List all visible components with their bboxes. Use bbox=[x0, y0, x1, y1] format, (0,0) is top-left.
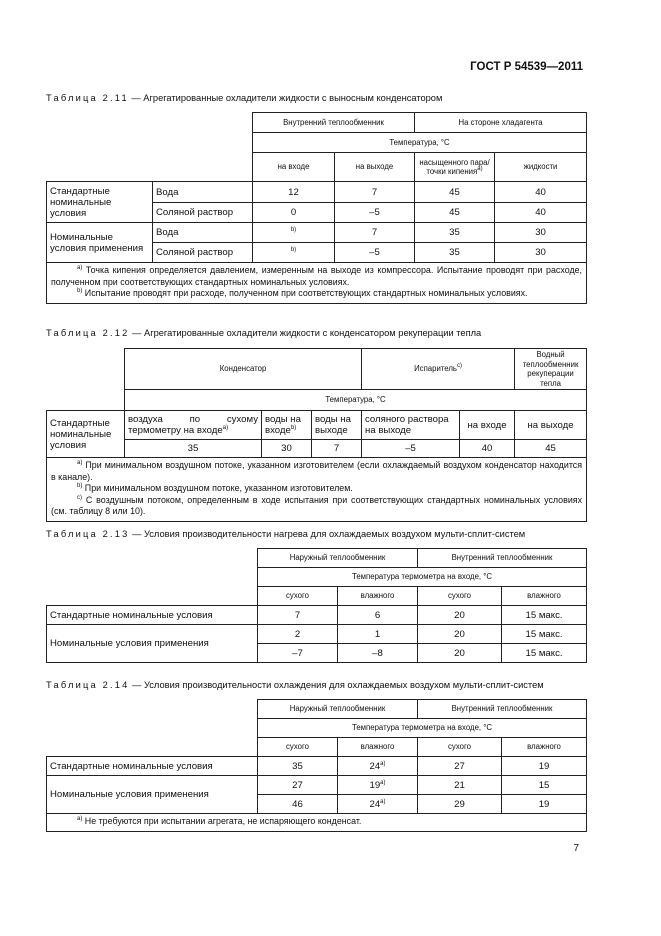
row-standard: Стандартные номинальные условия bbox=[47, 411, 125, 458]
table-2-14-caption: Таблица 2.14 — Условия производительности охлаждения для охлаждаемых воздухом мульти-сплит-систем bbox=[46, 680, 544, 690]
col-outer-exchanger: Наружный теплообменник bbox=[258, 700, 418, 719]
col-refrigerant-side: На стороне хладагента bbox=[415, 113, 587, 133]
table-2-13-caption: Таблица 2.13 — Условия производительности нагрева для охлаждаемых воздухом мульти-сплит-систем bbox=[46, 529, 526, 539]
table-row: –7 –8 20 15 макс. bbox=[47, 644, 587, 663]
col-saturated: насыщенного пара/ точки кипения$^{a)}$ bbox=[415, 153, 495, 182]
table-notes: $^{a)}$ При минимальном воздушном потоке, указанном изготовителем (если охлаждаемый воздухом конденсатор находится в канале). $^{b)}$ При минимальном воздушном потоке, указанном изготовителем. $^{c)}$ С воздушным потоком, определенным в ходе испытания при соответствующих стандартных номинальных условиях (см. таблицу 8 или 10). bbox=[47, 458, 587, 522]
table-2-14: Наружный теплообменник Внутренний теплообменник Температура термометра на входе, °С сухого влажного сухого влажного Стандартные номинальные условия 35 24$^{a)}$ 27 19 Номинальные условия применения 27 19$^{a)}$ 21 15 46 24$^{a)}$ 29 19 $^{a)}$ Не требуются при испытании агрегата, не испаряющего конденсат. bbox=[46, 699, 587, 832]
col-liquid: жидкости bbox=[495, 153, 587, 182]
row-standard: Стандартные номинальные условия bbox=[47, 606, 258, 625]
table-row: Соляной раствор $^{b)}$ –5 35 30 bbox=[47, 243, 587, 263]
table-row: 35 30 7 –5 40 45 bbox=[47, 440, 587, 458]
col-temperature: Температура термометра на входе, °С bbox=[258, 568, 587, 587]
col-outer-exchanger: Наружный теплообменник bbox=[258, 549, 418, 568]
table-row: Номинальные условия применения Вода $^{b)}$ 7 35 30 bbox=[47, 223, 587, 243]
table-notes: $^{a)}$ Точка кипения определяется давлением, измеренным на выходе из компрессора. Испытание проводят при расходе, полученном при соответствующих стандартных номинальных условиях. $^{b)}$ Испытание проводят при расходе, полученном при соответствующих стандартных номинальных условиях. bbox=[47, 263, 587, 304]
table-2-11 bbox=[46, 112, 587, 304]
table-row: Стандартные номинальные условия Вода 12 7 45 40 bbox=[47, 182, 587, 203]
table-2-11-caption: Таблица 2.11 — Агрегатированные охладители жидкости с выносным конденсатором bbox=[46, 93, 443, 103]
col-temperature: Температура, °С bbox=[125, 390, 587, 411]
document-header: ГОСТ Р 54539—2011 bbox=[470, 61, 583, 73]
table-row: Номинальные условия применения 27 19$^{a)}$ 21 15 bbox=[47, 776, 587, 795]
table-row: 46 24$^{a)}$ 29 19 bbox=[47, 795, 587, 814]
row-application: Номинальные условия применения bbox=[47, 776, 258, 814]
row-standard: Стандартные номинальные условия bbox=[47, 757, 258, 776]
table-row: Стандартные номинальные условия 35 24$^{a)}$ 27 19 bbox=[47, 757, 587, 776]
page-number: 7 bbox=[573, 843, 579, 854]
table-2-12-caption: Таблица 2.12 — Агрегатированные охладители жидкости с конденсатором рекуперации тепла bbox=[46, 328, 482, 338]
row-group-application: Номинальные условия применения bbox=[47, 223, 153, 263]
table-2-12: Конденсатор Испаритель$^{c)}$ Водный теплообменник рекуперации тепла Температура, °С Стандартные номинальные условия воздуха по сухому термометру на входе$^{a)}$ воды на входе$^{b)}$ воды на выходе соляного раствора на выходе на входе на выходе 35 30 7 –5 40 45 $^{a)}$ При минимальном воздушном потоке, указанном изготовителем (если охлаждаемый воздухом конденсатор находится в канале). $^{b)}$ При минимальном воздушном потоке, указанном изготовителем. $^{c)}$ С воздушным потоком, определенным в ходе испытания при соответствующих стандартных номинальных условиях (см. таблицу 8 или 10). bbox=[46, 348, 587, 522]
col-inlet: на входе bbox=[253, 153, 335, 182]
table-row: Соляной раствор 0 –5 45 40 bbox=[47, 203, 587, 223]
row-application: Номинальные условия применения bbox=[47, 625, 258, 663]
row-group-standard: Стандартные номинальные условия bbox=[47, 182, 153, 223]
table-row: Номинальные условия применения 2 1 20 15 макс. bbox=[47, 625, 587, 644]
col-outlet: на выходе bbox=[335, 153, 415, 182]
table-row: Стандартные номинальные условия 7 6 20 15 макс. bbox=[47, 606, 587, 625]
col-inner-exchanger: Внутренний теплообменник bbox=[253, 113, 415, 133]
col-temperature: Температура термометра на входе, °С bbox=[258, 719, 587, 738]
table-2-13: Наружный теплообменник Внутренний теплообменник Температура термометра на входе, °С сухого влажного сухого влажного Стандартные номинальные условия 7 6 20 15 макс. Номинальные условия применения 2 1 20 15 макс. –7 –8 20 15 макс. bbox=[46, 548, 587, 663]
col-inner-exchanger: Внутренний теплообменник bbox=[418, 700, 587, 719]
col-inner-exchanger: Внутренний теплообменник bbox=[418, 549, 587, 568]
table-notes: $^{a)}$ Не требуются при испытании агрегата, не испаряющего конденсат. bbox=[47, 814, 587, 832]
col-condenser: Конденсатор bbox=[125, 349, 362, 390]
col-evaporator: Испаритель$^{c)}$ bbox=[362, 349, 515, 390]
col-temperature: Температура, °С bbox=[253, 133, 587, 153]
col-heat-recovery: Водный теплообменник рекуперации тепла bbox=[515, 349, 587, 390]
